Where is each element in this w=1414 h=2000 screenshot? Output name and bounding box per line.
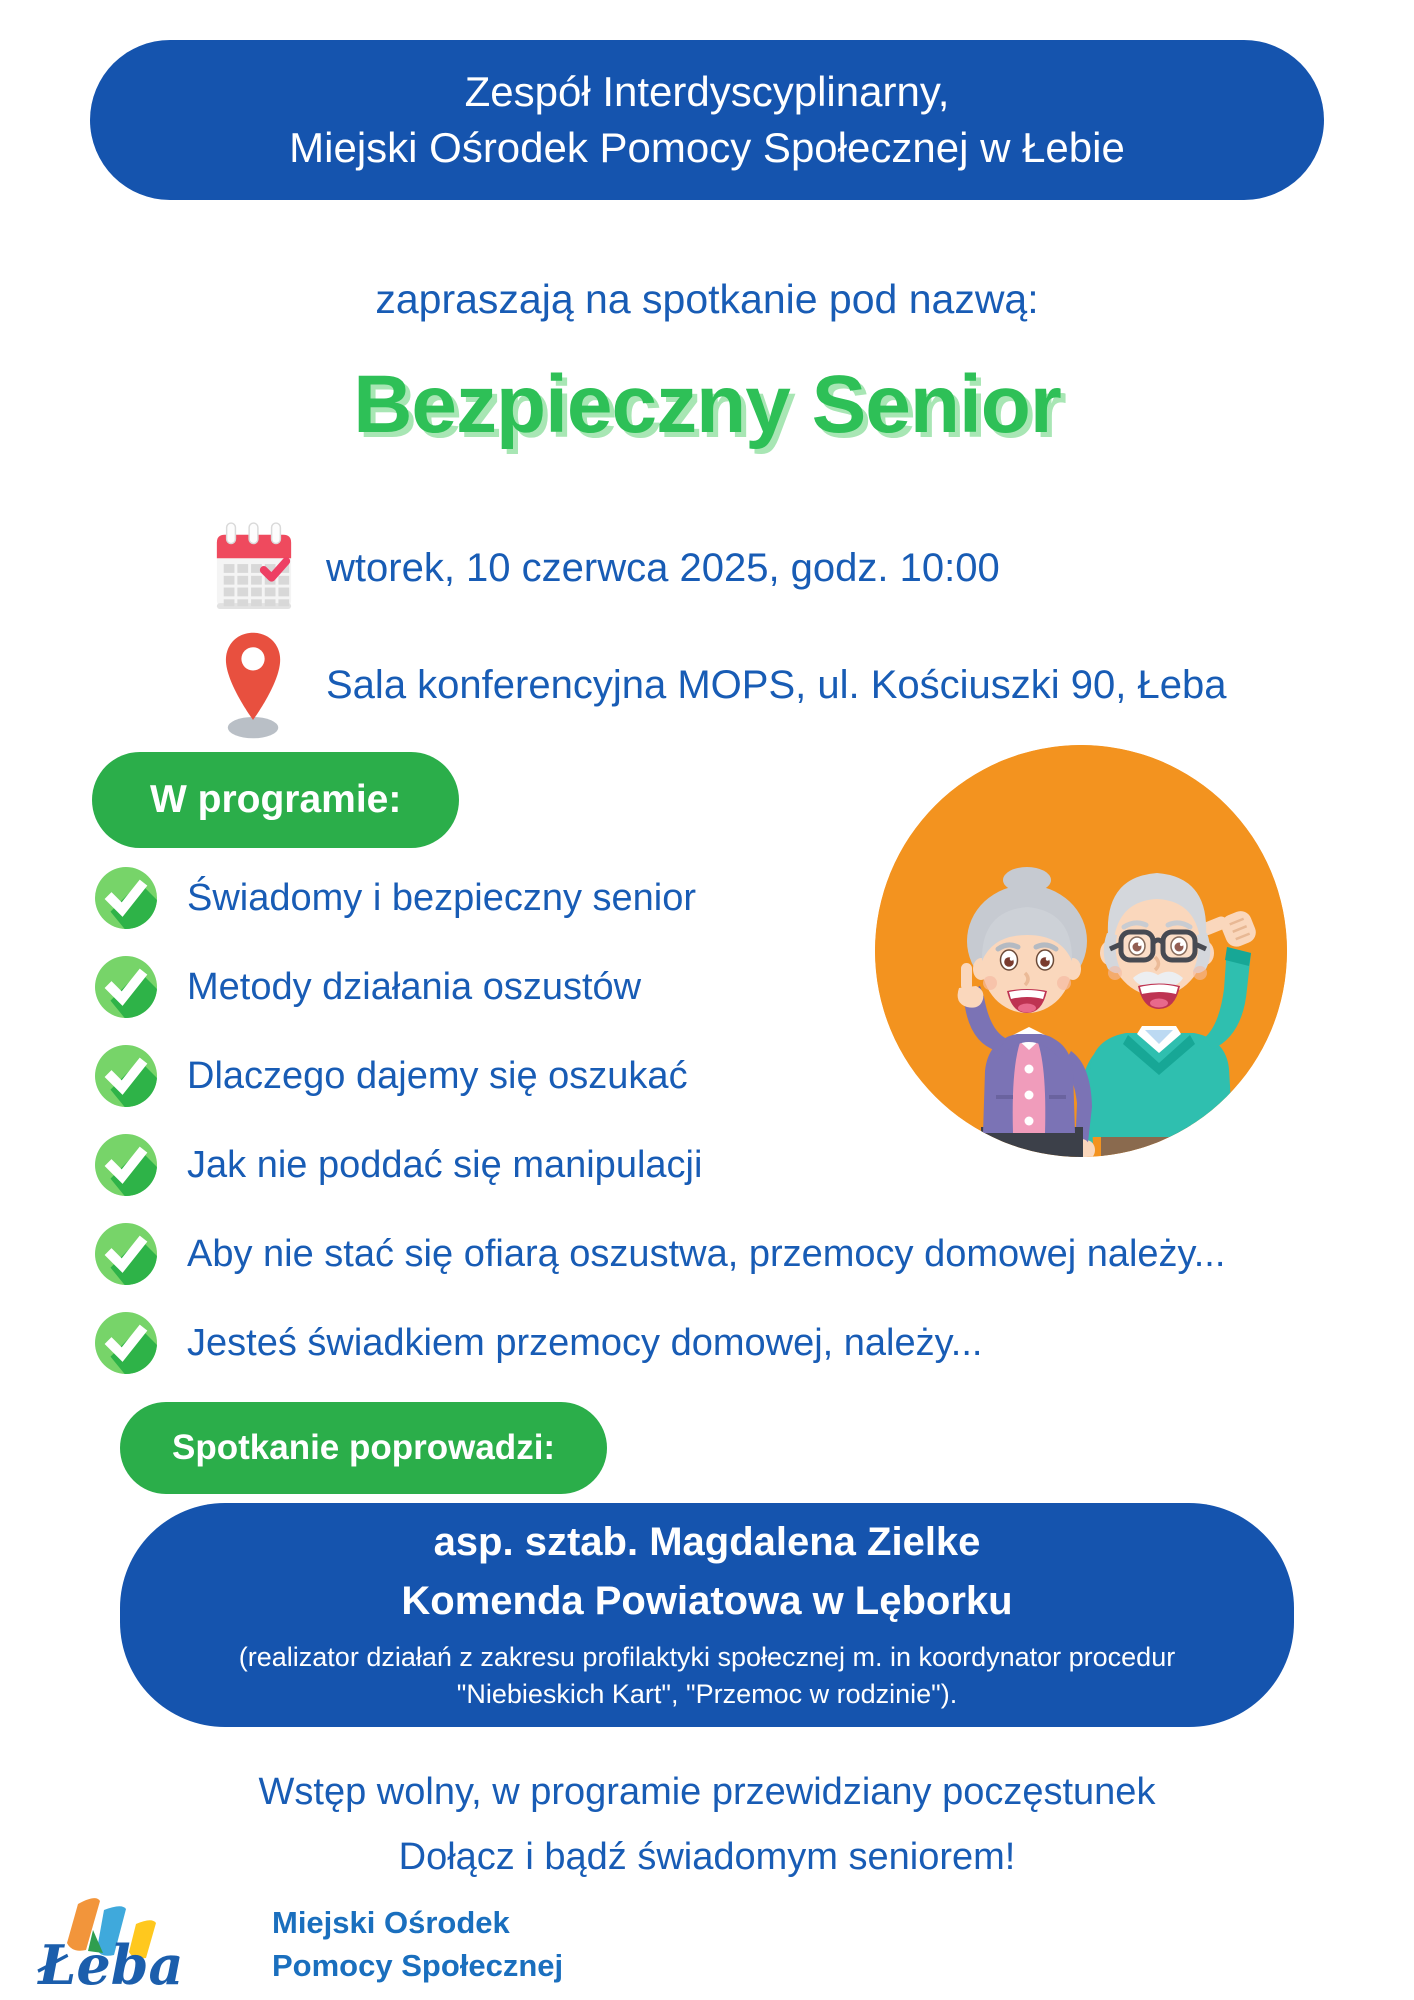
event-location: Sala konferencyjna MOPS, ul. Kościuszki 90, Łeba bbox=[326, 662, 1227, 707]
leba-sails-icon bbox=[36, 1892, 246, 1996]
event-datetime: wtorek, 10 czerwca 2025, godz. 10:00 bbox=[326, 545, 1000, 590]
org-name-line-2: Pomocy Społecznej bbox=[272, 1948, 564, 1983]
check-circle-icon bbox=[95, 1045, 157, 1107]
program-item-label: Jesteś świadkiem przemocy domowej, należy... bbox=[187, 1321, 983, 1364]
event-details bbox=[208, 520, 1226, 740]
program-item-6 bbox=[95, 1311, 1365, 1375]
event-location-row bbox=[208, 630, 1226, 740]
organizer-line-1: Zespół Interdyscyplinarny, bbox=[464, 68, 950, 116]
check-circle-icon bbox=[95, 956, 157, 1018]
program-item-4 bbox=[95, 1133, 1365, 1197]
speaker-card bbox=[120, 1503, 1294, 1727]
event-title: Bezpieczny Senior bbox=[353, 359, 1061, 450]
speaker-name: asp. sztab. Magdalena Zielke bbox=[433, 1520, 981, 1564]
program-heading-pill bbox=[92, 752, 459, 848]
organizer-line-2: Miejski Ośrodek Pomocy Społecznej w Łebie bbox=[289, 124, 1125, 171]
check-circle-icon bbox=[95, 867, 157, 929]
calendar-icon bbox=[208, 520, 300, 616]
elderly-couple-illustration bbox=[875, 745, 1287, 1157]
check-circle-icon bbox=[95, 1223, 157, 1285]
speaker-heading-pill bbox=[120, 1402, 607, 1494]
leba-mops-logo bbox=[36, 1892, 563, 1996]
speaker-heading: Spotkanie poprowadzi: bbox=[172, 1428, 556, 1467]
org-name-line-1: Miejski Ośrodek bbox=[272, 1904, 510, 1940]
logo-wordmark: Łeba bbox=[38, 1933, 184, 1996]
closing-line-1: Wstęp wolny, w programie przewidziany poczęstunek bbox=[258, 1771, 1156, 1813]
speaker-note-line-2: "Niebieskich Kart", "Przemoc w rodzinie"). bbox=[456, 1679, 958, 1709]
program-item-label: Jak nie poddać się manipulacji bbox=[187, 1143, 703, 1186]
org-name bbox=[272, 1901, 563, 1988]
event-date-row bbox=[208, 520, 1226, 616]
check-circle-icon bbox=[95, 1134, 157, 1196]
program-heading: W programie: bbox=[150, 778, 402, 821]
location-pin-icon bbox=[208, 630, 300, 740]
program-item-5 bbox=[95, 1222, 1365, 1286]
invite-line: zapraszają na spotkanie pod nazwą: bbox=[375, 276, 1039, 322]
program-item-label: Metody działania oszustów bbox=[187, 965, 642, 1008]
program-item-label: Dlaczego dajemy się oszukać bbox=[187, 1054, 688, 1097]
check-circle-icon bbox=[95, 1312, 157, 1374]
speaker-unit: Komenda Powiatowa w Lęborku bbox=[401, 1579, 1013, 1623]
program-item-label: Świadomy i bezpieczny senior bbox=[187, 876, 697, 919]
speaker-note-line-1: (realizator działań z zakresu profilaktyki społecznej m. in koordynator procedur bbox=[238, 1642, 1176, 1672]
program-item-label: Aby nie stać się ofiarą oszustwa, przemocy domowej należy... bbox=[187, 1232, 1226, 1275]
closing-line-2: Dołącz i bądź świadomym seniorem! bbox=[398, 1835, 1016, 1878]
closing-text bbox=[0, 1760, 1414, 1889]
organizer-banner bbox=[90, 40, 1324, 200]
